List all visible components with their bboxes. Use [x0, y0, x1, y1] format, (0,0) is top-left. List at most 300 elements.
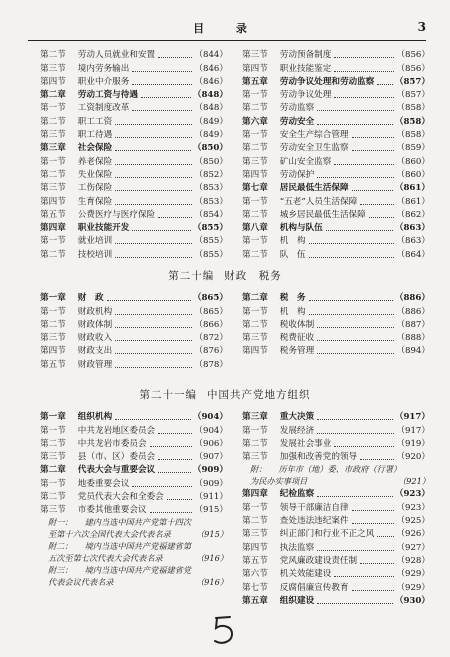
toc-entry-number: 第二章 [242, 293, 268, 304]
toc-column-right [242, 410, 430, 607]
toc-entry-label [40, 345, 112, 357]
toc-section-entry[interactable] [40, 490, 228, 503]
dot-leader [352, 590, 395, 591]
toc-entry-page: （865） [194, 306, 228, 317]
toc-entry-number: 第二章 [40, 90, 66, 101]
toc-entry-label [242, 142, 349, 154]
toc-entry-page: （862） [396, 209, 430, 220]
toc-entry-label [242, 116, 314, 128]
toc-entry-title: 劳动预备制度 [279, 50, 332, 61]
dot-leader [309, 300, 393, 301]
toc-chapter-entry[interactable] [242, 594, 430, 607]
dot-leader [132, 84, 192, 85]
toc-section-entry[interactable] [242, 48, 430, 61]
toc-entry-title: 职业中介服务 [77, 76, 130, 87]
dot-leader [150, 512, 193, 513]
dot-leader [115, 257, 192, 258]
toc-entry-title: 纪检监察 [279, 489, 315, 500]
toc-section-entry[interactable] [40, 154, 228, 167]
toc-entry-title: 劳动争议处理 [279, 90, 332, 101]
dot-leader [317, 603, 393, 604]
toc-section-entry[interactable] [242, 247, 430, 260]
toc-entry-title: 历年市（地）委、市政府（行署）为民办实事项目 [250, 464, 398, 487]
toc-section-entry[interactable] [40, 128, 228, 141]
toc-section-entry[interactable] [40, 208, 228, 221]
toc-entry-label [242, 306, 306, 318]
page-number: 3 [417, 20, 426, 34]
toc-entry-number: 附三： [48, 565, 73, 576]
toc-section-entry[interactable] [242, 208, 430, 221]
toc-entry-page: （923） [394, 489, 430, 500]
toc-entry-number: 第二节 [242, 143, 268, 154]
dot-leader [360, 563, 394, 564]
toc-section-entry[interactable] [40, 357, 228, 370]
toc-appendix-entry[interactable] [40, 540, 228, 564]
dot-leader [115, 419, 191, 420]
toc-entry-title: 工资制度改革 [77, 103, 130, 114]
toc-entry-title: 财政体制 [77, 319, 113, 330]
toc-section-entry[interactable] [40, 318, 228, 331]
toc-entry-label [40, 292, 104, 304]
toc-entry-title: 生育保险 [77, 196, 113, 207]
dot-leader [158, 472, 191, 473]
toc-entry-label [242, 196, 357, 208]
toc-entry-title: 发展经济 [279, 425, 315, 436]
toc-column-left [40, 410, 228, 607]
toc-entry-title: 劳动争议处理和劳动监察 [279, 76, 375, 87]
toc-entry-title: 机 构 [279, 236, 306, 247]
toc-section-entry[interactable] [242, 554, 430, 567]
toc-entry-page: （866） [194, 319, 228, 330]
toc-entry-number: 第二节 [40, 249, 66, 260]
toc-entry-label [40, 564, 196, 588]
toc-entry-label [242, 169, 314, 181]
dot-leader [115, 190, 192, 191]
toc-entry-number: 第二节 [40, 116, 66, 127]
toc-section-entry[interactable] [242, 450, 430, 463]
toc-chapter-entry[interactable] [40, 463, 228, 476]
toc-section-entry[interactable] [242, 61, 430, 74]
toc-entry-page: （920） [396, 452, 430, 463]
dot-leader [115, 124, 192, 125]
dot-leader [309, 243, 395, 244]
toc-entry-label [40, 182, 112, 194]
toc-entry-label [242, 438, 331, 450]
toc-entry-title: 居民最低生活保障 [279, 183, 349, 194]
toc-entry-number: 第二节 [40, 492, 66, 503]
toc-section-entry[interactable] [40, 75, 228, 88]
dot-leader [132, 110, 192, 111]
dot-leader [317, 327, 394, 328]
toc-section-entry[interactable] [40, 48, 228, 61]
toc-entry-page: （929） [396, 569, 430, 580]
toc-entry-label [242, 345, 314, 357]
part-heading-21 [0, 387, 450, 402]
toc-entry-title: 劳动人员就业和安置 [77, 50, 156, 61]
toc-entry-page: （861） [396, 196, 430, 207]
toc-entry-title: 税 务 [279, 293, 306, 304]
dot-leader [115, 177, 192, 178]
dot-leader [360, 204, 394, 205]
toc-entry-title: 职业技能开发 [77, 223, 130, 234]
toc-entry-page: （849） [194, 130, 228, 141]
dot-leader [334, 71, 394, 72]
toc-entry-title: 市委其他重要会议 [77, 505, 147, 516]
toc-entry-number: 第五节 [40, 359, 66, 370]
toc-entry-page: （919） [396, 438, 430, 449]
toc-section-entry[interactable] [242, 101, 430, 114]
toc-section-entry[interactable] [40, 181, 228, 194]
handwritten-mark-icon [210, 612, 240, 648]
toc-section-entry[interactable] [242, 141, 430, 154]
toc-entry-title: 劳动安全 [279, 116, 315, 127]
toc-entry-label [242, 76, 374, 88]
toc-entry-label [40, 156, 112, 168]
dot-leader [352, 510, 395, 511]
toc-entry-page: （855） [192, 223, 228, 234]
toc-entry-label [40, 196, 112, 208]
toc-entry-page: （849） [194, 116, 228, 127]
toc-entry-page: （878） [194, 359, 228, 370]
toc-entry-label [242, 182, 349, 194]
toc-column-left [40, 291, 228, 371]
toc-entry-title: 组织机构 [77, 412, 113, 423]
toc-entry-page: （864） [396, 249, 430, 260]
toc-entry-label [242, 568, 331, 580]
toc-entry-page: （926） [396, 529, 430, 540]
toc-entry-number: 第六节 [242, 569, 268, 580]
toc-entry-label [242, 156, 331, 168]
toc-entry-label [242, 129, 349, 141]
dot-leader [115, 164, 192, 165]
toc-section-entry[interactable] [40, 61, 228, 74]
toc-section-entry[interactable] [40, 331, 228, 344]
toc-appendix-entry[interactable] [40, 516, 228, 540]
toc-entry-title: 重大决策 [279, 412, 315, 423]
toc-entry-title: 财政支出 [77, 346, 113, 357]
toc-entry-label [242, 555, 357, 567]
toc-entry-number: 第五节 [40, 209, 66, 220]
dot-leader [115, 314, 192, 315]
toc-entry-title: 加强和改善党的领导 [279, 452, 358, 463]
page-header [28, 20, 426, 41]
toc-entry-page: （860） [396, 156, 430, 167]
toc-chapter-entry[interactable] [242, 291, 430, 304]
dot-leader [167, 499, 193, 500]
toc-entry-number: 第一节 [242, 196, 268, 207]
toc-entry-number: 第一章 [40, 412, 66, 423]
toc-entry-label [40, 102, 129, 114]
toc-section-entry[interactable] [40, 114, 228, 127]
toc-chapter-entry[interactable] [242, 410, 430, 423]
toc-section-entry[interactable] [40, 476, 228, 489]
toc-entry-title: 机 构 [279, 306, 306, 317]
toc-entry-number: 第一节 [242, 236, 268, 247]
toc-entry-page: （906） [194, 438, 228, 449]
toc-chapter-entry[interactable] [242, 181, 430, 194]
toc-entry-title: 机关效能建设 [279, 569, 332, 580]
toc-entry-title: 组织建设 [279, 595, 315, 606]
toc-entry-label [40, 249, 112, 261]
toc-entry-title: 机构与队伍 [279, 223, 323, 234]
dot-leader [115, 353, 192, 354]
toc-entry-number: 第一节 [40, 236, 66, 247]
toc-section-finance [40, 291, 430, 371]
toc-entry-label [242, 222, 323, 234]
toc-entry-number: 第四节 [242, 542, 268, 553]
toc-entry-label [242, 89, 331, 101]
toc-entry-title: 执法监察 [279, 542, 315, 553]
toc-entry-label [242, 451, 357, 463]
toc-entry-number: 第三节 [242, 452, 268, 463]
toc-section-entry[interactable] [242, 304, 430, 317]
toc-entry-page: （856） [396, 63, 430, 74]
toc-section-entry[interactable] [242, 234, 430, 247]
toc-entry-title: 财政机构 [77, 306, 113, 317]
dot-leader [132, 486, 192, 487]
toc-entry-label [242, 542, 314, 554]
toc-entry-number: 第一节 [40, 478, 66, 489]
toc-entry-label [40, 464, 155, 476]
toc-chapter-entry[interactable] [40, 88, 228, 101]
toc-section-entry[interactable] [40, 503, 228, 516]
dot-leader [317, 433, 394, 434]
toc-section-entry[interactable] [242, 567, 430, 580]
toc-section-entry[interactable] [40, 437, 228, 450]
dot-leader [352, 523, 395, 524]
toc-chapter-entry[interactable] [242, 221, 430, 234]
toc-section-entry[interactable] [242, 331, 430, 344]
toc-section-entry[interactable] [40, 194, 228, 207]
toc-entry-number: 第六章 [242, 116, 268, 127]
toc-entry-title: 纠正部门和行业不正之风 [279, 529, 375, 540]
toc-section-entry[interactable] [242, 514, 430, 527]
toc-entry-number: 第二节 [242, 319, 268, 330]
toc-entry-label [40, 504, 147, 516]
toc-entry-label [242, 595, 314, 607]
part-label: 第二十一编 [139, 389, 197, 401]
dot-leader [377, 536, 394, 537]
toc-entry-label [242, 463, 398, 487]
toc-section-entry[interactable] [242, 423, 430, 436]
toc-entry-title: 发展社会事业 [279, 438, 332, 449]
dot-leader [317, 124, 393, 125]
toc-entry-number: 第七章 [242, 183, 268, 194]
toc-entry-number: 第四节 [40, 76, 66, 87]
toc-appendix-entry[interactable] [242, 463, 430, 487]
toc-entry-number: 附一： [48, 517, 73, 528]
toc-entry-label [40, 63, 129, 75]
toc-entry-number: 第三章 [242, 412, 268, 423]
toc-entry-label [40, 235, 112, 247]
toc-entry-page: （904） [194, 425, 228, 436]
toc-entry-label [40, 49, 155, 61]
toc-chapter-entry[interactable] [40, 221, 228, 234]
toc-entry-number: 第二节 [242, 516, 268, 527]
dot-leader [115, 204, 192, 205]
toc-entry-number: 第二节 [242, 249, 268, 260]
toc-entry-label [40, 478, 129, 490]
toc-entry-title: 境内当选中国共产党福建省第五次至第七次代表大会代表名录 [48, 541, 192, 564]
toc-entry-title: 失业保险 [77, 169, 113, 180]
toc-entry-page: （916） [195, 553, 228, 564]
toc-chapter-entry[interactable] [40, 291, 228, 304]
toc-entry-page: （858） [396, 130, 430, 141]
toc-entry-label [242, 249, 306, 261]
toc-entry-number: 第七节 [242, 582, 268, 593]
toc-entry-number: 第二节 [40, 438, 66, 449]
toc-entry-label [40, 129, 112, 141]
dot-leader [377, 84, 393, 85]
toc-section-entry[interactable] [242, 154, 430, 167]
toc-entry-title: 境内劳务输出 [77, 63, 130, 74]
toc-section-entry[interactable] [242, 527, 430, 540]
toc-entry-label [242, 63, 331, 75]
toc-entry-page: （917） [394, 412, 430, 423]
toc-entry-number: 第三节 [40, 505, 66, 516]
toc-entry-page: （925） [396, 516, 430, 527]
toc-entry-label [242, 528, 374, 540]
toc-entry-page: （929） [396, 582, 430, 593]
dot-leader [115, 243, 192, 244]
dot-leader [317, 340, 394, 341]
toc-entry-title: 技校培训 [77, 249, 113, 260]
toc-entry-page: （888） [396, 333, 430, 344]
dot-leader [115, 137, 192, 138]
toc-chapter-entry[interactable] [242, 75, 430, 88]
toc-entry-title: 职工工资 [77, 116, 113, 127]
toc-entry-page: （876） [194, 346, 228, 357]
toc-entry-number: 第八章 [242, 223, 268, 234]
toc-entry-number: 第一节 [242, 90, 268, 101]
toc-entry-number: 第二节 [40, 169, 66, 180]
toc-entry-label [40, 169, 112, 181]
toc-entry-number: 第四节 [40, 346, 66, 357]
toc-section-entry[interactable] [242, 128, 430, 141]
toc-entry-page: （923） [396, 502, 430, 513]
toc-entry-page: （907） [194, 452, 228, 463]
page-title: 目 录 [193, 22, 261, 35]
part-heading-20 [0, 268, 450, 283]
toc-entry-title: 劳动监察 [279, 103, 315, 114]
toc-entry-title: 队 伍 [279, 249, 306, 260]
toc-section-entry[interactable] [242, 540, 430, 553]
toc-entry-page: （872） [194, 333, 228, 344]
toc-entry-title: 代表大会与重要会议 [77, 465, 156, 476]
toc-entry-number: 第三节 [242, 50, 268, 61]
toc-entry-label [242, 235, 306, 247]
toc-entry-page: （904） [192, 412, 228, 423]
dot-leader [317, 177, 394, 178]
toc-entry-label [40, 425, 155, 437]
dot-leader [150, 446, 193, 447]
dot-leader [115, 327, 192, 328]
toc-section-entry[interactable] [40, 304, 228, 317]
toc-section-entry[interactable] [242, 500, 430, 513]
toc-entry-title: 党员代表大会和全委会 [77, 492, 164, 503]
toc-entry-page: （857） [396, 90, 430, 101]
toc-entry-page: （916） [195, 577, 228, 588]
toc-entry-title: 劳动保护 [279, 169, 315, 180]
toc-chapter-entry[interactable] [40, 141, 228, 154]
toc-section-entry[interactable] [40, 344, 228, 357]
toc-entry-number: 第一节 [40, 306, 66, 317]
toc-entry-page: （858） [394, 116, 430, 127]
toc-section-entry[interactable] [242, 318, 430, 331]
toc-entry-number: 第四节 [40, 196, 66, 207]
toc-entry-number: 第一节 [40, 103, 66, 114]
toc-entry-page: （858） [396, 103, 430, 114]
toc-entry-number: 第五章 [242, 595, 268, 606]
toc-section-entry[interactable] [242, 194, 430, 207]
toc-entry-title: 县（市、区）委员会 [77, 452, 156, 463]
toc-chapter-entry[interactable] [242, 487, 430, 500]
toc-entry-number: 第一章 [40, 293, 66, 304]
toc-entry-label [242, 582, 349, 594]
toc-chapter-entry[interactable] [242, 114, 430, 127]
toc-entry-title: 安全生产综合管理 [279, 130, 349, 141]
toc-column-right [242, 291, 430, 371]
toc-entry-page: （855） [194, 249, 228, 260]
toc-section-entry[interactable] [40, 101, 228, 114]
toc-entry-label [242, 411, 314, 423]
dot-leader [158, 217, 192, 218]
toc-entry-page: （930） [394, 595, 430, 606]
toc-entry-number: 第二节 [40, 50, 66, 61]
toc-entry-label [40, 438, 147, 450]
toc-entry-page: （865） [192, 293, 228, 304]
toc-entry-label [40, 116, 112, 128]
toc-section-entry[interactable] [242, 88, 430, 101]
toc-entry-number: 第三节 [40, 63, 66, 74]
toc-section-entry[interactable] [40, 450, 228, 463]
toc-entry-page: （915） [195, 529, 228, 540]
toc-entry-title: “五老”人员生活保障 [279, 196, 358, 207]
dot-leader [132, 71, 192, 72]
toc-section-entry[interactable] [242, 344, 430, 357]
toc-entry-title: 财政收入 [77, 333, 113, 344]
toc-section-entry[interactable] [40, 234, 228, 247]
toc-entry-number: 第三节 [40, 183, 66, 194]
toc-section-entry[interactable] [40, 423, 228, 436]
toc-entry-number: 第二节 [242, 438, 268, 449]
dot-leader [317, 353, 394, 354]
toc-entry-number: 第一节 [40, 156, 66, 167]
toc-entry-page: （856） [396, 50, 430, 61]
dot-leader [334, 446, 394, 447]
toc-section-entry[interactable] [242, 580, 430, 593]
toc-entry-number: 第一节 [242, 502, 268, 513]
toc-section-entry[interactable] [40, 168, 228, 181]
toc-entry-page: （848） [194, 103, 228, 114]
toc-entry-page: （863） [396, 236, 430, 247]
toc-entry-title: 劳动工资与待遇 [77, 90, 138, 101]
toc-chapter-entry[interactable] [40, 410, 228, 423]
toc-entry-label [40, 306, 112, 318]
toc-entry-page: （850） [192, 143, 228, 154]
toc-entry-page: （909） [192, 465, 228, 476]
toc-entry-number: 第五章 [242, 76, 268, 87]
dot-leader [317, 496, 393, 497]
toc-entry-label [242, 102, 314, 114]
toc-entry-title: 职工待遇 [77, 130, 113, 141]
toc-entry-label [40, 89, 138, 101]
toc-section-entry[interactable] [40, 247, 228, 260]
dot-leader [317, 110, 394, 111]
toc-appendix-entry[interactable] [40, 564, 228, 588]
toc-section-entry[interactable] [242, 437, 430, 450]
toc-section-entry[interactable] [242, 168, 430, 181]
